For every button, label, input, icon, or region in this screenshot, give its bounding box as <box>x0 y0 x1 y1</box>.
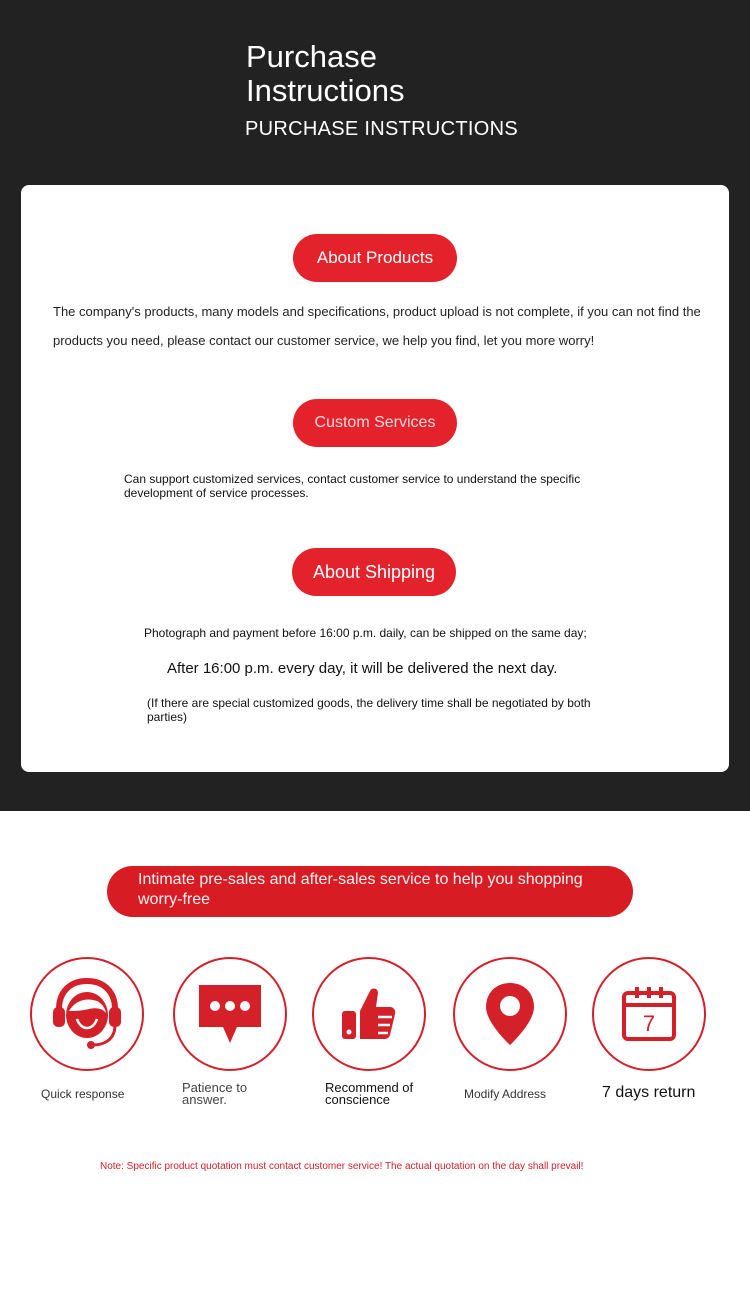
service-label-modify-address: Modify Address <box>464 1087 547 1101</box>
calendar-icon <box>619 983 679 1045</box>
products-description: The company's products, many models and specifications, product upload is not complete, if you can not find the products you need, please contact our customer service, we help you find, let you more worry! <box>53 304 701 348</box>
shipping-line-1: Photograph and payment before 16:00 p.m. daily, can be shipped on the same day; <box>144 626 587 640</box>
custom-services-description: Can support customized services, contact customer service to understand the specific development of service processes. <box>124 472 581 500</box>
headset-agent-icon <box>49 977 125 1051</box>
service-label-return: 7 days return <box>602 1084 696 1101</box>
thumbs-up-icon <box>338 983 400 1045</box>
quotation-note: Note: Specific product quotation must contact customer service! The actual quotation on the day shall prevail! <box>100 1161 584 1172</box>
location-pin-icon <box>484 981 536 1047</box>
modify-address-badge <box>453 957 567 1071</box>
calendar-number: 7 <box>642 1011 656 1036</box>
page-title: Purchase Instructions <box>246 39 405 108</box>
chat-bubble-icon <box>195 981 265 1047</box>
service-label-recommend: Recommend of conscience <box>325 1080 414 1107</box>
service-label-patience: Patience to answer. <box>182 1080 248 1107</box>
shipping-line-2: After 16:00 p.m. every day, it will be delivered the next day. <box>167 660 558 677</box>
service-label-quick-response: Quick response <box>41 1087 125 1101</box>
patience-badge <box>173 957 287 1071</box>
recommend-badge <box>312 957 426 1071</box>
seven-days-return-badge <box>592 957 706 1071</box>
service-banner: Intimate pre-sales and after-sales service to help you shopping worry-free <box>107 866 633 917</box>
quick-response-badge <box>30 957 144 1071</box>
about-products-button[interactable]: About Products <box>293 234 457 282</box>
shipping-line-3: (If there are special customized goods, the delivery time shall be negotiated by both parties) <box>147 696 591 724</box>
about-shipping-button[interactable]: About Shipping <box>292 548 456 596</box>
page-subtitle: PURCHASE INSTRUCTIONS <box>245 118 518 140</box>
custom-services-button[interactable]: Custom Services <box>293 399 457 447</box>
